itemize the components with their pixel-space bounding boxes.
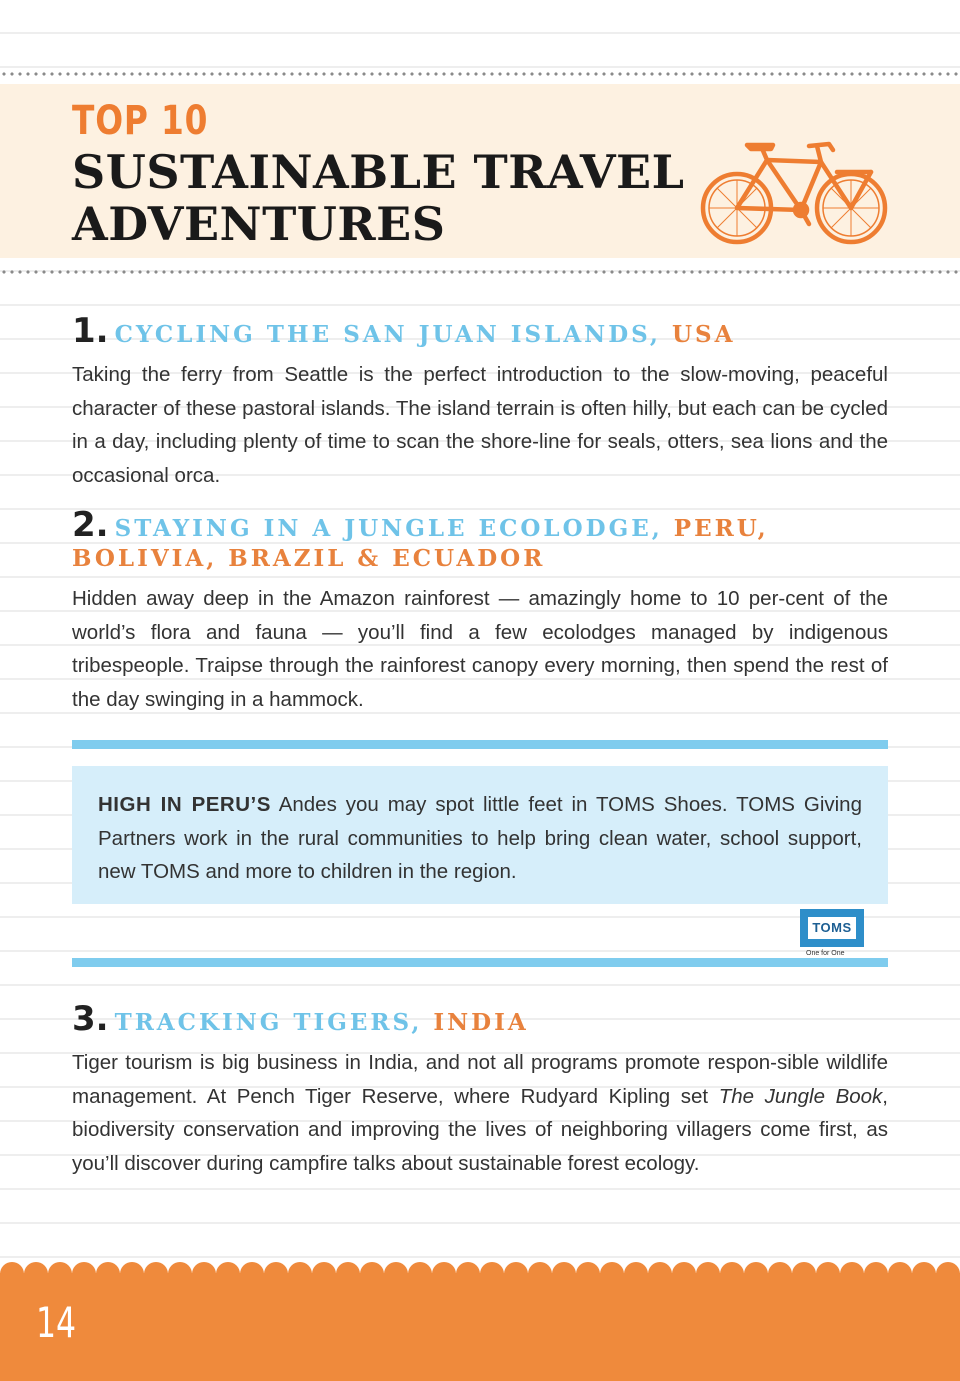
callout-top-rule — [72, 740, 888, 749]
section-1 — [72, 311, 888, 492]
section-2-title: STAYING IN A JUNGLE ECOLODGE, — [114, 515, 663, 542]
section-2-number: 2. — [72, 505, 109, 545]
section-1-location: USA — [671, 321, 736, 348]
section-1-heading — [72, 311, 888, 351]
section-3-body — [72, 1046, 888, 1180]
section-3-body-start: Tiger tourism is big business in India, and not all programs promote respon-sible wildlife management. At Pench Tiger Reserve, where Rudyard Kipling set — [72, 1051, 888, 1108]
section-2-body: Hidden away deep in the Amazon rainforest — amazingly home to 10 per-cent of the world’s flora and fauna — you’ll find a few ecolodges managed by indigenous tribespeople. Traipse through the rainforest canopy every morning, then spend the rest of the day swinging in a hammock. — [72, 587, 888, 711]
section-1-number: 1. — [72, 311, 109, 351]
callout-box — [72, 766, 888, 904]
top-dotted-rule — [0, 72, 960, 76]
section-3-location: INDIA — [433, 1009, 529, 1036]
footer-band — [0, 1262, 960, 1381]
section-2-heading — [72, 505, 888, 574]
callout-bottom-rule — [72, 958, 888, 967]
title-line-2: ADVENTURES — [72, 197, 446, 251]
section-3-book-title: The Jungle Book — [718, 1084, 883, 1108]
page-number: 14 — [36, 1298, 77, 1347]
section-3-number: 3. — [72, 999, 109, 1039]
callout-text — [98, 788, 862, 889]
bicycle-icon — [697, 136, 891, 248]
section-2 — [72, 505, 888, 716]
section-1-body: Taking the ferry from Seattle is the perfect introduction to the slow-moving, peaceful character of these pastoral islands. The island terrain is often hilly, but each can be cycled in a day, including plenty of time to scan the shore-line for seals, otters, sea lions and the occasional orca. — [72, 363, 888, 487]
bottom-dotted-rule — [0, 270, 960, 274]
kicker-top-10: TOP 10 — [72, 98, 209, 144]
page-title — [72, 146, 684, 250]
section-3 — [72, 999, 888, 1180]
toms-tagline: One for One — [806, 950, 845, 957]
toms-logo-text: TOMS — [808, 917, 856, 939]
section-1-title: CYCLING THE SAN JUAN ISLANDS, — [114, 321, 661, 348]
section-3-heading — [72, 999, 888, 1039]
title-line-1: SUSTAINABLE TRAVEL — [72, 145, 685, 199]
callout-body: Andes you may spot little feet in TOMS Shoes. TOMS Giving Partners work in the rural communities to help bring clean water, school support, new TOMS and more to children in the region. — [98, 793, 862, 883]
callout-lead: HIGH IN PERU’S — [98, 793, 271, 816]
section-3-body-end: , biodiversity conservation and improving the lives of neighboring villagers come first, as you’ll discover during campfire talks about sustainable forest ecology. — [72, 1084, 888, 1175]
section-2-location: PERU, BOLIVIA, BRAZIL & ECUADOR — [72, 515, 769, 572]
toms-logo — [800, 909, 864, 947]
section-3-title: TRACKING TIGERS, — [114, 1009, 423, 1036]
